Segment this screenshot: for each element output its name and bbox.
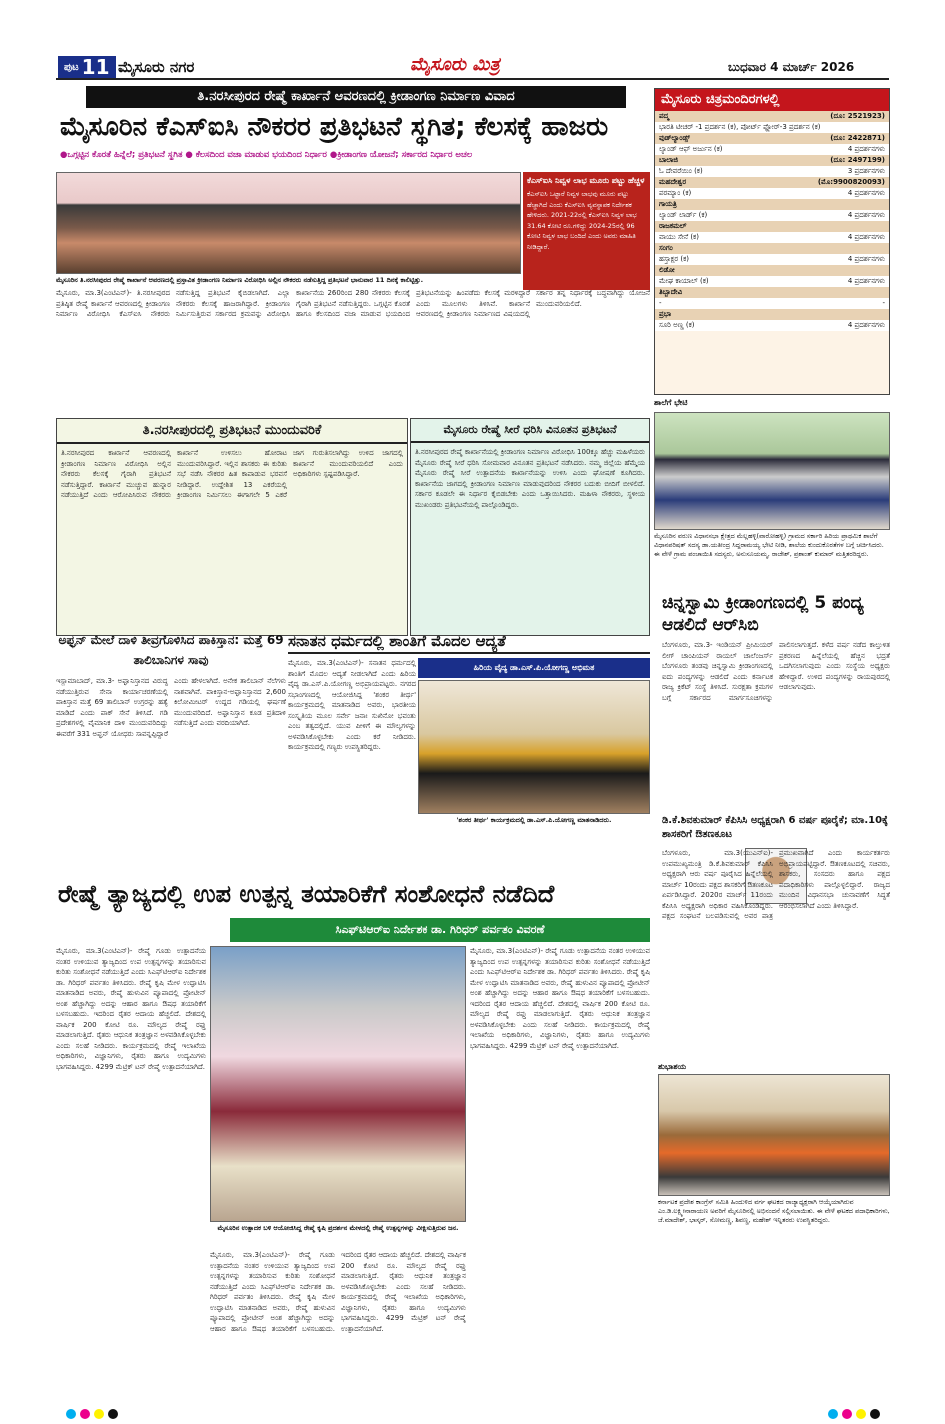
color-bleed-left — [64, 1404, 120, 1423]
cinema-show-row — [655, 122, 889, 133]
movie-title: ಮೇಘ ಕಾಯಾಲ್ (ಕ) — [659, 277, 709, 285]
cinema-name: ಗಾಯತ್ರಿ — [659, 200, 677, 208]
lead-bullets: ●ಒಗ್ಗಟ್ಟಿನ ಕೊರತೆ ಹಿನ್ನೆಲೆ; ಪ್ರತಿಭಟನೆ ಸ್ಥಗಿತ ● ಕೆಲಸದಿಂದ ವಜಾ ಮಾಡುವ ಭಯದಿಂದ ನಿರ್ಧಾರ ●ಕ್ರೀಡಾಂಗಣ ಯೋಜನೆ; ಸರ್ಕಾರದ ನಿರ್ಧಾರ ಅಚಲ — [60, 150, 473, 160]
cinema-show-row — [655, 144, 889, 155]
sub-story-2-body: ತಿ.ನರಸೀಪುರದ ರೇಷ್ಮೆ ಕಾರ್ಖಾನೆಯಲ್ಲಿ ಕ್ರೀಡಾಂಗಣ ನಿರ್ಮಾಣ ವಿರೋಧಿಸಿ 100ಕ್ಕೂ ಹೆಚ್ಚು ಮಹಿಳೆಯರು ಮೈಸೂರು ರೇಷ್ಮೆ ಸೀರೆ ಧರಿಸಿ ಸೋಮವಾರ ವಿನೂತನ ಪ್ರತಿಭಟನೆ ನಡೆಸಿದರು. ನಮ್ಮ ಜಿಲ್ಲೆಯ ಹೆಮ್ಮೆಯ ಮೈಸೂರು ರೇಷ್ಮೆ ಸೀರೆ ಉತ್ಪಾದನೆಯ ಕಾರ್ಖಾನೆಯನ್ನು ಉಳಿಸಿ ಎಂದು ಘೋಷಣೆ ಕೂಗಿದರು. ಕಾರ್ಖಾನೆಯ ಜಾಗದಲ್ಲಿ ಕ್ರೀಡಾಂಗಣ ನಿರ್ಮಾಣ ಮಾಡುವುದರಿಂದ ನೌಕರರ ಬದುಕು ಬೀದಿಗೆ ಬೀಳಲಿದೆ. ಸರ್ಕಾರ ಕೂಡಲೇ ಈ ನಿರ್ಧಾರ ಕೈಬಿಡಬೇಕು ಎಂದು ಒತ್ತಾಯಿಸಿದರು. ಮಹಿಳಾ ನೌಕರರು, ಸ್ಥಳೀಯ ಮುಖಂಡರು ಪ್ರತಿಭಟನೆಯಲ್ಲಿ ಪಾಲ್ಗೊಂಡಿದ್ದರು. — [415, 448, 645, 509]
cinema-name-row — [655, 221, 889, 232]
show-count: 4 ಪ್ರದರ್ಶನಗಳು — [847, 145, 885, 153]
cinema-name: ಬಾಲಾಜಿ — [659, 156, 678, 164]
show-count: 4 ಪ್ರದರ್ಶನಗಳು — [847, 211, 885, 219]
sub-story-2-headline: ಮೈಸೂರು ರೇಷ್ಮೆ ಸೀರೆ ಧರಿಸಿ ವಿನೂತನ ಪ್ರತಿಭಟನೆ — [411, 419, 649, 443]
cinema-name: ತಿಬ್ಬಾದೇವಿ — [659, 288, 683, 296]
silk-headline: ರೇಷ್ಮೆ ತ್ಯಾಜ್ಯದಲ್ಲಿ ಉಪ ಉತ್ಪನ್ನ ತಯಾರಿಕೆಗೆ ಸಂಶೋಧನೆ ನಡೆದಿದೆ — [58, 880, 555, 908]
rcb-body: ಬೆಂಗಳೂರು, ಮಾ.3- ಇಂಡಿಯನ್ ಪ್ರೀಮಿಯರ್ ಲೀಗ್ ಚಾಂಪಿಯನ್ ರಾಯಲ್ ಚಾಲೆಂಜರ್ಸ್ ಬೆಂಗಳೂರು ತಂಡವು ಚಿನ್ನಸ್ವಾಮಿ ಕ್ರೀಡಾಂಗಣದಲ್ಲಿ ಐದು ಪಂದ್ಯಗಳನ್ನು ಆಡಲಿದೆ ಎಂದು ಕರ್ನಾಟಕ ರಾಜ್ಯ ಕ್ರಿಕೆಟ್ ಸಂಸ್ಥೆ ತಿಳಿಸಿದೆ. ಸುರಕ್ಷತಾ ಕ್ರಮಗಳ ಬಗ್ಗೆ ಸರ್ಕಾರದ ಮಾರ್ಗಸೂಚಿಗಳನ್ನು ಪಾಲಿಸಲಾಗುತ್ತದೆ. ಕಳೆದ ವರ್ಷ ನಡೆದ ಕಾಲ್ತುಳಿತ ಪ್ರಕರಣದ ಹಿನ್ನೆಲೆಯಲ್ಲಿ ಹೆಚ್ಚಿನ ಭದ್ರತೆ ಒದಗಿಸಲಾಗುವುದು ಎಂದು ಸಂಸ್ಥೆಯ ಅಧ್ಯಕ್ಷರು ಹೇಳಿದ್ದಾರೆ. ಉಳಿದ ಪಂದ್ಯಗಳನ್ನು ರಾಯಪುರದಲ್ಲಿ ಆಡಲಾಗುವುದು. — [662, 641, 890, 702]
cinema-listings — [654, 88, 890, 395]
sanatana-photo — [418, 680, 650, 814]
show-count: 3 ಪ್ರದರ್ಶನಗಳು — [847, 167, 885, 175]
dks-body: ಬೆಂಗಳೂರು, ಮಾ.3(ಯುಎನ್‌ಐ)- ಉಪಮುಖ್ಯಮಂತ್ರಿ ಡಿ.ಕೆ.ಶಿವಕುಮಾರ್ ಕೆಪಿಸಿಸಿ ಅಧ್ಯಕ್ಷರಾಗಿ ಆರು ವರ್ಷ ಪೂರೈಸಿದ ಹಿನ್ನೆಲೆಯಲ್ಲಿ ಮಾರ್ಚ್ 10ರಂದು ಪಕ್ಷದ ಶಾಸಕರಿಗೆ ಔತಣಕೂಟ ಏರ್ಪಡಿಸಿದ್ದಾರೆ. 2020ರ ಮಾರ್ಚ್ 11ರಂದು ಕೆಪಿಸಿಸಿ ಅಧ್ಯಕ್ಷರಾಗಿ ಅಧಿಕಾರ ವಹಿಸಿಕೊಂಡಿದ್ದರು. ಪಕ್ಷದ ಸಂಘಟನೆ ಬಲಪಡಿಸುವಲ್ಲಿ ಅವರ ಪಾತ್ರ ಪ್ರಮುಖವಾಗಿದೆ ಎಂದು ಕಾರ್ಯಕರ್ತರು ಅಭಿಪ್ರಾಯಪಟ್ಟಿದ್ದಾರೆ. ಔತಣಕೂಟದಲ್ಲಿ ಸಚಿವರು, ಶಾಸಕರು, ಸಂಸದರು ಹಾಗೂ ಪಕ್ಷದ ಪದಾಧಿಕಾರಿಗಳು ಪಾಲ್ಗೊಳ್ಳಲಿದ್ದಾರೆ. ರಾಜ್ಯದ ಮುಂದಿನ ವಿಧಾನಸಭಾ ಚುನಾವಣೆಗೆ ಸಿದ್ಧತೆ ಆರಂಭಿಸಲಾಗಿದೆ ಎಂದು ತಿಳಿಸಿದ್ದಾರೆ. — [662, 849, 890, 920]
cinema-name: ಪ್ರಭಾ — [659, 310, 672, 318]
wishes-caption: ಕರ್ನಾಟಕ ಪ್ರದೇಶ ಕಾಂಗ್ರೆಸ್ ಸಮಿತಿ ಹಿಂದುಳಿದ ವರ್ಗ ಘಟಕದ ರಾಜ್ಯಾಧ್ಯಕ್ಷರಾಗಿ ಆಯ್ಕೆಯಾಗಿರುವ ಎಂ.ಡಿ.ಲಕ್ಷ್ಮೀನಾರಾಯಣ ಅವರಿಗೆ ಮೈಸೂರಿನಲ್ಲಿ ಅಭಿನಂದನೆ ಸಲ್ಲಿಸಲಾಯಿತು. ಈ ವೇಳೆ ಘಟಕದ ಪದಾಧಿಕಾರಿಗಳು, ಜೆ.ಮಾದೇಶ್, ಭಾಸ್ಕರ್, ಸೋಮಣ್ಣ, ಶಿವಣ್ಣ, ಮಹೇಶ್ ಇನ್ನಿತರರು ಉಪಸ್ಥಿತರಿದ್ದರು. — [658, 1198, 890, 1224]
profit-sidebox — [523, 172, 650, 290]
cinema-name-row — [655, 177, 889, 188]
cinema-name-row — [655, 265, 889, 276]
silk-body-col3: ಮೈಸೂರು, ಮಾ.3(ಎಂಟಿಎನ್)- ರೇಷ್ಮೆ ಗೂಡು ಉತ್ಪಾದನೆಯ ನಂತರ ಉಳಿಯುವ ತ್ಯಾಜ್ಯದಿಂದ ಉಪ ಉತ್ಪನ್ನಗಳನ್ನು ತಯಾರಿಸುವ ಕುರಿತು ಸಂಶೋಧನೆ ನಡೆಯುತ್ತಿದೆ ಎಂದು ಸಿಎಫ್‌ಟಿಆರ್‌ಐ ನಿರ್ದೇಶಕ ಡಾ. ಗಿರಿಧರ್ ಪರ್ವತಂ ತಿಳಿಸಿದರು. ರೇಷ್ಮೆ ಕೃಷಿ ಮೇಳ ಉದ್ಘಾಟಿಸಿ ಮಾತನಾಡಿದ ಅವರು, ರೇಷ್ಮೆ ಹುಳುವಿನ ಪ್ಯೂಪಾದಲ್ಲಿ ಪ್ರೋಟೀನ್ ಅಂಶ ಹೆಚ್ಚಾಗಿದ್ದು ಅದನ್ನು ಆಹಾರ ಹಾಗೂ ಔಷಧ ತಯಾರಿಕೆಗೆ ಬಳಸಬಹುದು. ಇದರಿಂದ ರೈತರ ಆದಾಯ ಹೆಚ್ಚಲಿದೆ. ದೇಶದಲ್ಲಿ ವಾರ್ಷಿಕ 200 ಕೋಟಿ ರೂ. ಮೌಲ್ಯದ ರೇಷ್ಮೆ ರಫ್ತು ಮಾಡಲಾಗುತ್ತಿದೆ. ರೈತರು ಆಧುನಿಕ ತಂತ್ರಜ್ಞಾನ ಅಳವಡಿಸಿಕೊಳ್ಳಬೇಕು ಎಂದು ಸಲಹೆ ನೀಡಿದರು. ಕಾರ್ಯಕ್ರಮದಲ್ಲಿ ರೇಷ್ಮೆ ಇಲಾಖೆಯ ಅಧಿಕಾರಿಗಳು, ವಿಜ್ಞಾನಿಗಳು, ರೈತರು ಹಾಗೂ ಉದ್ಯಮಿಗಳು ಭಾಗವಹಿಸಿದ್ದರು. 4299 ಮೆಟ್ರಿಕ್ ಟನ್ ರೇಷ್ಮೆ ಉತ್ಪಾದನೆಯಾಗಿದೆ. — [210, 1251, 466, 1333]
newspaper-logo: ಮೈಸೂರು ಮಿತ್ರ — [410, 54, 500, 75]
dks-headline: ಡಿ.ಕೆ.ಶಿವಕುಮಾರ್ ಕೆಪಿಸಿಸಿ ಅಧ್ಯಕ್ಷರಾಗಿ 6 ವರ್ಷ ಪೂರೈಕೆ; ಮಾ.10ಕ್ಕೆ ಶಾಸಕರಿಗೆ ಔತಣಕೂಟ — [662, 815, 888, 840]
page-number-badge — [58, 56, 116, 78]
cinema-name: ಮಹದೇಶ್ವರ — [659, 178, 687, 186]
school-visit-photo — [654, 412, 890, 530]
sanatana-subhead: ಹಿರಿಯ ವೈದ್ಯ ಡಾ.ಎಸ್.ಪಿ.ಯೋಗಣ್ಣ ಅಭಿಮತ — [418, 658, 650, 678]
issue-date: ಬುಧವಾರ 4 ಮಾರ್ಚ್ 2026 — [728, 60, 855, 74]
profit-sidebox-title: ಕೆಎಸ್‌ಐಸಿ ನಿವ್ವಳ ಲಾಭ ಮೂರು ಪಟ್ಟು ಹೆಚ್ಚಳ — [527, 176, 645, 185]
cinema-show-row — [655, 276, 889, 287]
afghan-body: ಇಸ್ಲಾಮಾಬಾದ್, ಮಾ.3- ಅಫ್ಘಾನಿಸ್ತಾನದ ವಿರುದ್ಧ ನಡೆಯುತ್ತಿರುವ ಸೇನಾ ಕಾರ್ಯಾಚರಣೆಯಲ್ಲಿ ಪಾಕಿಸ್ತಾನ ಮತ್ತೆ 69 ತಾಲಿಬಾನ್ ಉಗ್ರರನ್ನು ಹತ್ಯೆ ಮಾಡಿದೆ ಎಂದು ಪಾಕ್ ಸೇನೆ ತಿಳಿಸಿದೆ. ಗಡಿ ಪ್ರದೇಶಗಳಲ್ಲಿ ವೈಮಾನಿಕ ದಾಳಿ ಮುಂದುವರಿದಿದ್ದು ಈವರೆಗೆ 331 ಅಫ್ಘನ್ ಯೋಧರು ಸಾವನ್ನಪ್ಪಿದ್ದಾರೆ ಎಂದು ಹೇಳಲಾಗಿದೆ. ಅನೇಕ ತಾಲಿಬಾನ್ ನೆಲೆಗಳು ನಾಶವಾಗಿವೆ. ಪಾಕಿಸ್ತಾನ-ಅಫ್ಘಾನಿಸ್ತಾನದ 2,600 ಕಿಲೋಮೀಟರ್ ಉದ್ದದ ಗಡಿಯಲ್ಲಿ ಘರ್ಷಣೆ ಮುಂದುವರಿದಿದೆ. ಅಫ್ಘಾನಿಸ್ತಾನ ಕೂಡ ಪ್ರತಿದಾಳಿ ನಡೆಸುತ್ತಿದೆ ಎಂದು ವರದಿಯಾಗಿದೆ. — [56, 677, 286, 738]
sub-story-1-headline: ತಿ.ನರಸೀಪುರದಲ್ಲಿ ಪ್ರತಿಭಟನೆ ಮುಂದುವರಿಕೆ — [57, 419, 407, 444]
movie-title: ಭಾರತಿ ಟೀಚರ್ -1 ಪ್ರದರ್ಶನ (ಕ), ಪೋರ್ಟ್ ಫ್ಲೋರ್-3 ಪ್ರದರ್ಶನ (ಕ) — [659, 123, 821, 131]
cinema-show-row — [655, 320, 889, 331]
section-title: ಮೈಸೂರು ನಗರ — [118, 58, 195, 76]
cinema-phone: (ಮೊ:9900820093) — [817, 178, 885, 186]
cinema-phone: (ದೂ: 2422871) — [830, 134, 885, 142]
cinema-show-row — [655, 232, 889, 243]
sub-story-2 — [410, 418, 650, 636]
silk-fair-caption: ಮೈಸೂರಿನ ಉತ್ಪಾದಕ ಬಳಿ ಆಯೋಜಿಸಿದ್ದ ರೇಷ್ಮೆ ಕೃಷಿ ಪ್ರದರ್ಶನ ಮೇಳದಲ್ಲಿ ರೇಷ್ಮೆ ಉತ್ಪನ್ನಗಳನ್ನು ವೀಕ್ಷಿಸುತ್ತಿರುವ ಜನ. — [217, 1224, 459, 1232]
cinema-name: ಪದ್ಮ — [659, 112, 669, 120]
page-label: ಪುಟ — [64, 61, 79, 73]
protest-photo-caption: ಮೈಸೂರಿನ ತಿ.ನರಸೀಪುರದ ರೇಷ್ಮೆ ಕಾರ್ಖಾನೆ ಆವರಣದಲ್ಲಿ ಪ್ರಸ್ತಾವಿತ ಕ್ರೀಡಾಂಗಣ ನಿರ್ಮಾಣ ವಿರೋಧಿಸಿ ಅಲ್ಲಿನ ನೌಕರರು ನಡೆಸುತ್ತಿದ್ದ ಪ್ರತಿಭಟನೆ ಭಾನುವಾರ 11 ದಿನಕ್ಕೆ ಕಾಲಿಟ್ಟಿತ್ತು. — [56, 276, 424, 284]
cinema-show-row — [655, 254, 889, 265]
cinema-show-row — [655, 210, 889, 221]
show-count: 4 ಪ್ರದರ್ಶನಗಳು — [847, 321, 885, 329]
sub-story-1 — [56, 418, 408, 636]
sanatana-body: ಮೈಸೂರು, ಮಾ.3(ಎಂಟಿಎನ್)- ಸನಾತನ ಧರ್ಮದಲ್ಲಿ ಶಾಂತಿಗೆ ಮೊದಲ ಆದ್ಯತೆ ನೀಡಲಾಗಿದೆ ಎಂದು ಹಿರಿಯ ವೈದ್ಯ ಡಾ.ಎಸ್.ಪಿ.ಯೋಗಣ್ಣ ಅಭಿಪ್ರಾಯಪಟ್ಟರು. ನಗರದ ಸಭಾಂಗಣದಲ್ಲಿ ಆಯೋಜಿಸಿದ್ದ 'ಶಂಕರ ತೀರ್ಥ' ಕಾರ್ಯಕ್ರಮದಲ್ಲಿ ಮಾತನಾಡಿದ ಅವರು, ಭಾರತೀಯ ಸಂಸ್ಕೃತಿಯ ಮೂಲ ಸರ್ವೇ ಜನಾಃ ಸುಖಿನೋ ಭವಂತು ಎಂಬ ತತ್ವದಲ್ಲಿದೆ. ಯುವ ಪೀಳಿಗೆ ಈ ಮೌಲ್ಯಗಳನ್ನು ಅಳವಡಿಸಿಕೊಳ್ಳಬೇಕು ಎಂದು ಕರೆ ನೀಡಿದರು. ಕಾರ್ಯಕ್ರಮದಲ್ಲಿ ಗಣ್ಯರು ಉಪಸ್ಥಿತರಿದ್ದರು. — [288, 659, 416, 751]
profit-sidebox-text: ಕೆಎಸ್‌ಐಸಿ ಒಟ್ಟಾರೆ ನಿವ್ವಳ ಲಾಭವು ಮೂರು ಪಟ್ಟು ಹೆಚ್ಚಾಗಿದೆ ಎಂದು ಕೆಎಸ್‌ಐಸಿ ವ್ಯವಸ್ಥಾಪಕ ನಿರ್ದೇಶಕ ಹೇಳಿದರು. 2021-22ರಲ್ಲಿ ಕೆಎಸ್‌ಐಸಿ ನಿವ್ವಳ ಲಾಭ 31.64 ಕೋಟಿ ರೂ.ಗಳಿದ್ದು 2024-25ರಲ್ಲಿ 96 ಕೋಟಿ ನಿವ್ವಳ ಲಾಭ ಬಂದಿದೆ ಎಂದು ಅವರು ಮಾಹಿತಿ ನೀಡಿದ್ದಾರೆ. — [527, 190, 637, 251]
movie-title: ಸೂರಿ ಅಣ್ಣ (ಕ) — [659, 321, 695, 329]
sanatana-photo-caption: 'ಶಂಕರ ತೀರ್ಥ' ಕಾರ್ಯಕ್ರಮದಲ್ಲಿ ಡಾ.ಎಸ್.ಪಿ.ಯೋಗಣ್ಣ ಮಾತನಾಡಿದರು. — [456, 816, 612, 824]
cinema-rows — [655, 111, 889, 331]
cinema-name: ಲಿಡೋ — [659, 266, 675, 274]
show-count: 4 ಪ್ರದರ್ಶನಗಳು — [847, 233, 885, 241]
cinema-name: ರಾಜಕಮಲ್ — [659, 222, 687, 230]
cinema-phone: (ದೂ: 2521923) — [830, 112, 885, 120]
sanatana-body-continued — [288, 840, 650, 872]
sanatana-headline: ಸನಾತನ ಧರ್ಮದಲ್ಲಿ ಶಾಂತಿಗೆ ಮೊದಲ ಆದ್ಯತೆ — [288, 632, 650, 654]
show-count: - — [882, 299, 885, 307]
cinema-phone: (ದೂ: 2497199) — [830, 156, 885, 164]
silk-body: ಮೈಸೂರು, ಮಾ.3(ಎಂಟಿಎನ್)- ರೇಷ್ಮೆ ಗೂಡು ಉತ್ಪಾದನೆಯ ನಂತರ ಉಳಿಯುವ ತ್ಯಾಜ್ಯದಿಂದ ಉಪ ಉತ್ಪನ್ನಗಳನ್ನು ತಯಾರಿಸುವ ಕುರಿತು ಸಂಶೋಧನೆ ನಡೆಯುತ್ತಿದೆ ಎಂದು ಸಿಎಫ್‌ಟಿಆರ್‌ಐ ನಿರ್ದೇಶಕ ಡಾ. ಗಿರಿಧರ್ ಪರ್ವತಂ ತಿಳಿಸಿದರು. ರೇಷ್ಮೆ ಕೃಷಿ ಮೇಳ ಉದ್ಘಾಟಿಸಿ ಮಾತನಾಡಿದ ಅವರು, ರೇಷ್ಮೆ ಹುಳುವಿನ ಪ್ಯೂಪಾದಲ್ಲಿ ಪ್ರೋಟೀನ್ ಅಂಶ ಹೆಚ್ಚಾಗಿದ್ದು ಅದನ್ನು ಆಹಾರ ಹಾಗೂ ಔಷಧ ತಯಾರಿಕೆಗೆ ಬಳಸಬಹುದು. ಇದರಿಂದ ರೈತರ ಆದಾಯ ಹೆಚ್ಚಲಿದೆ. ದೇಶದಲ್ಲಿ ವಾರ್ಷಿಕ 200 ಕೋಟಿ ರೂ. ಮೌಲ್ಯದ ರೇಷ್ಮೆ ರಫ್ತು ಮಾಡಲಾಗುತ್ತಿದೆ. ರೈತರು ಆಧುನಿಕ ತಂತ್ರಜ್ಞಾನ ಅಳವಡಿಸಿಕೊಳ್ಳಬೇಕು ಎಂದು ಸಲಹೆ ನೀಡಿದರು. ಕಾರ್ಯಕ್ರಮದಲ್ಲಿ ರೇಷ್ಮೆ ಇಲಾಖೆಯ ಅಧಿಕಾರಿಗಳು, ವಿಜ್ಞಾನಿಗಳು, ರೈತರು ಹಾಗೂ ಉದ್ಯಮಿಗಳು ಭಾಗವಹಿಸಿದ್ದರು. 4299 ಮೆಟ್ರಿಕ್ ಟನ್ ರೇಷ್ಮೆ ಉತ್ಪಾದನೆಯಾಗಿದೆ. — [56, 947, 206, 1071]
cinema-name-row — [655, 199, 889, 210]
wishes-label: ಶುಭಾಶಯ — [658, 1062, 687, 1071]
show-count: 4 ಪ್ರದರ್ಶನಗಳು — [847, 189, 885, 197]
silk-fair-photo — [210, 946, 466, 1222]
cinema-name-row — [655, 133, 889, 144]
movie-title: ವಾಯು ಸೇನೆ (ಕ) — [659, 233, 699, 241]
cinema-show-row — [655, 166, 889, 177]
sub-story-1-body: ತಿ.ನರಸೀಪುರದ ಕಾರ್ಖಾನೆ ಆವರಣದಲ್ಲಿ ಕ್ರೀಡಾಂಗಣ ನಿರ್ಮಾಣ ವಿರೋಧಿಸಿ ಅಲ್ಲಿನ ನೌಕರರು ಕೆಲಸಕ್ಕೆ ಗೈರಾಗಿ ಪ್ರತಿಭಟನೆ ನಡೆಸುತ್ತಿದ್ದಾರೆ. ಕಾರ್ಖಾನೆ ಮುಚ್ಚುವ ಹುನ್ನಾರ ನಡೆಯುತ್ತಿದೆ ಎಂದು ಆರೋಪಿಸಿರುವ ನೌಕರರು ಕಾರ್ಖಾನೆ ಉಳಿಸಲು ಹೋರಾಟ ಮುಂದುವರಿಸಿದ್ದಾರೆ. ಇಲ್ಲಿನ ಶಾಸಕರು ಈ ಕುರಿತು ಸಭೆ ನಡೆಸಿ ನೌಕರರ ಹಿತ ಕಾಪಾಡುವ ಭರವಸೆ ನೀಡಿದ್ದಾರೆ. ಉದ್ದೇಶಿತ 13 ಎಕರೆಯಲ್ಲಿ ಕ್ರೀಡಾಂಗಣ ನಿರ್ಮಿಸಲು ಈಗಾಗಲೇ 5 ಎಕರೆ ಜಾಗ ಗುರುತಿಸಲಾಗಿದ್ದು ಉಳಿದ ಜಾಗದಲ್ಲಿ ಕಾರ್ಖಾನೆ ಮುಂದುವರಿಯಲಿದೆ ಎಂದು ಅಧಿಕಾರಿಗಳು ಸ್ಪಷ್ಟಪಡಿಸಿದ್ದಾರೆ. — [61, 449, 403, 499]
lead-headline: ಮೈಸೂರಿನ ಕೆಎಸ್‌ಐಸಿ ನೌಕರರ ಪ್ರತಿಭಟನೆ ಸ್ಥಗಿತ; ಕೆಲಸಕ್ಕೆ ಹಾಜರು — [60, 112, 609, 142]
cinema-name-row — [655, 111, 889, 122]
lead-kicker: ತಿ.ನರಸೀಪುರದ ರೇಷ್ಮೆ ಕಾರ್ಖಾನೆ ಆವರಣದಲ್ಲಿ ಕ್ರೀಡಾಂಗಣ ನಿರ್ಮಾಣ ವಿವಾದ — [86, 86, 626, 108]
cinema-listings-title: ಮೈಸೂರು ಚಿತ್ರಮಂದಿರಗಳಲ್ಲಿ — [655, 89, 889, 111]
afghan-headline: ಅಫ್ಘನ್ ಮೇಲೆ ದಾಳಿ ತೀವ್ರಗೊಳಿಸಿದ ಪಾಕಿಸ್ತಾನ: ಮತ್ತೆ 69 ತಾಲಿಬಾನಿಗಳ ಸಾವು — [58, 633, 284, 667]
movie-title: ಹಸ್ತಾಕ್ಷರ (ಕ) — [659, 255, 689, 263]
wishes-photo — [658, 1074, 890, 1196]
lead-body: ಮೈಸೂರು, ಮಾ.3(ಎಂಟಿಎನ್)- ತಿ.ನರಸೀಪುರದ ಪ್ರತಿಷ್ಠಿತ ರೇಷ್ಮೆ ಕಾರ್ಖಾನೆ ಆವರಣದಲ್ಲಿ ಕ್ರೀಡಾಂಗಣ ನಿರ್ಮಾಣ ವಿರೋಧಿಸಿ ಕೆಎಸ್‌ಐಸಿ ನೌಕರರು ನಡೆಸುತ್ತಿದ್ದ ಪ್ರತಿಭಟನೆ ಕೈಬಿಡಲಾಗಿದೆ. ಎಲ್ಲಾ ನೌಕರರು ಕೆಲಸಕ್ಕೆ ಹಾಜರಾಗಿದ್ದಾರೆ. ಕ್ರೀಡಾಂಗಣ ನಿರ್ಮಿಸುತ್ತಿರುವ ಸರ್ಕಾರದ ಕ್ರಮವನ್ನು ವಿರೋಧಿಸಿ ಕಾರ್ಖಾನೆಯ 260ರಿಂದ 280 ನೌಕರರು ಕೆಲಸಕ್ಕೆ ಗೈರಾಗಿ ಪ್ರತಿಭಟನೆ ನಡೆಸುತ್ತಿದ್ದರು. ಒಗ್ಗಟ್ಟಿನ ಕೊರತೆ ಹಾಗೂ ಕೆಲಸದಿಂದ ವಜಾ ಮಾಡುವ ಭಯದಿಂದ ಪ್ರತಿಭಟನೆಯನ್ನು ಹಿಂಪಡೆದು ಕೆಲಸಕ್ಕೆ ಮರಳಿದ್ದಾರೆ ಎಂದು ಮೂಲಗಳು ತಿಳಿಸಿವೆ. ಕಾರ್ಖಾನೆ ಆವರಣದಲ್ಲಿ ಕ್ರೀಡಾಂಗಣ ನಿರ್ಮಾಣದ ವಿಷಯದಲ್ಲಿ ಸರ್ಕಾರ ತನ್ನ ನಿರ್ಧಾರಕ್ಕೆ ಬದ್ಧವಾಗಿದ್ದು ಯೋಜನೆ ಮುಂದುವರಿಯಲಿದೆ. — [56, 289, 650, 318]
cinema-name-row — [655, 287, 889, 298]
cinema-name: ಸಂಗಂ — [659, 244, 673, 252]
school-visit-label: ಶಾಲೆಗೆ ಭೇಟಿ — [654, 398, 688, 407]
movie-title: ಓ ದೇವರೆಯಿಂ (ಕ) — [659, 167, 703, 175]
cinema-name: ವುಡ್‌ಲ್ಯಾಂಡ್ಸ್ — [659, 134, 690, 142]
cinema-show-row — [655, 298, 889, 309]
movie-title: ಪರಮ್ಯಾಂ (ಕ) — [659, 189, 692, 197]
cinema-show-row — [655, 188, 889, 199]
color-bleed-right — [826, 1404, 882, 1423]
cinema-name-row — [655, 243, 889, 254]
protest-photo — [56, 172, 521, 274]
cinema-name-row — [655, 155, 889, 166]
silk-subhead: ಸಿಎಫ್‌ಟಿಆರ್‌ಐ ನಿರ್ದೇಶಕ ಡಾ. ಗಿರಿಧರ್ ಪರ್ವತಂ ವಿವರಣೆ — [230, 918, 650, 942]
school-visit-caption: ಮೈಸೂರಿನ ವರುಣ ವಿಧಾನಸಭಾ ಕ್ಷೇತ್ರದ ಮೆಲ್ಲಹಳ್ಳಿ(ವಾರೋಹಳ್ಳಿ) ಗ್ರಾಮದ ಸರ್ಕಾರಿ ಹಿರಿಯ ಪ್ರಾಥಮಿಕ ಶಾಲೆಗೆ ವಿಧಾನಪರಿಷತ್ ಸದಸ್ಯ ಡಾ.ಯತೀಂದ್ರ ಸಿದ್ದರಾಮಯ್ಯ ಭೇಟಿ ನೀಡಿ, ಶಾಲೆಯ ಕುಂದುಕೊರತೆಗಳ ಬಗ್ಗೆ ಚರ್ಚಿಸಿದರು. ಈ ವೇಳೆ ಗ್ರಾಮ ಪಂಚಾಯಿತಿ ಸದಸ್ಯರು, ಅನುಸೂಯಮ್ಮ, ರಾಜೇಶ್, ಪ್ರಶಾಂತ್ ಕುಮಾರ್ ಮತ್ತಿತರರಿದ್ದರು. — [654, 532, 884, 558]
show-count: 4 ಪ್ರದರ್ಶನಗಳು — [847, 255, 885, 263]
movie-title: ಲ್ಯಾಂಡ್ ಆಫ್ ಅರ್ಜುನ (ಕ) — [659, 145, 723, 153]
rcb-headline: ಚಿನ್ನಸ್ವಾಮಿ ಕ್ರೀಡಾಂಗಣದಲ್ಲಿ 5 ಪಂದ್ಯ ಆಡಲಿದೆ ಆರ್‌ಸಿಬಿ — [662, 593, 864, 635]
movie-title: ಲ್ಯಾಂಡ್ ಲಾರ್ಡ್ (ಕ) — [659, 211, 708, 219]
show-count: 4 ಪ್ರದರ್ಶನಗಳು — [847, 277, 885, 285]
cinema-name-row — [655, 309, 889, 320]
movie-title: - — [659, 299, 662, 307]
silk-body-col2: ಮೈಸೂರು, ಮಾ.3(ಎಂಟಿಎನ್)- ರೇಷ್ಮೆ ಗೂಡು ಉತ್ಪಾದನೆಯ ನಂತರ ಉಳಿಯುವ ತ್ಯಾಜ್ಯದಿಂದ ಉಪ ಉತ್ಪನ್ನಗಳನ್ನು ತಯಾರಿಸುವ ಕುರಿತು ಸಂಶೋಧನೆ ನಡೆಯುತ್ತಿದೆ ಎಂದು ಸಿಎಫ್‌ಟಿಆರ್‌ಐ ನಿರ್ದೇಶಕ ಡಾ. ಗಿರಿಧರ್ ಪರ್ವತಂ ತಿಳಿಸಿದರು. ರೇಷ್ಮೆ ಕೃಷಿ ಮೇಳ ಉದ್ಘಾಟಿಸಿ ಮಾತನಾಡಿದ ಅವರು, ರೇಷ್ಮೆ ಹುಳುವಿನ ಪ್ಯೂಪಾದಲ್ಲಿ ಪ್ರೋಟೀನ್ ಅಂಶ ಹೆಚ್ಚಾಗಿದ್ದು ಅದನ್ನು ಆಹಾರ ಹಾಗೂ ಔಷಧ ತಯಾರಿಕೆಗೆ ಬಳಸಬಹುದು. ಇದರಿಂದ ರೈತರ ಆದಾಯ ಹೆಚ್ಚಲಿದೆ. ದೇಶದಲ್ಲಿ ವಾರ್ಷಿಕ 200 ಕೋಟಿ ರೂ. ಮೌಲ್ಯದ ರೇಷ್ಮೆ ರಫ್ತು ಮಾಡಲಾಗುತ್ತಿದೆ. ರೈತರು ಆಧುನಿಕ ತಂತ್ರಜ್ಞಾನ ಅಳವಡಿಸಿಕೊಳ್ಳಬೇಕು ಎಂದು ಸಲಹೆ ನೀಡಿದರು. ಕಾರ್ಯಕ್ರಮದಲ್ಲಿ ರೇಷ್ಮೆ ಇಲಾಖೆಯ ಅಧಿಕಾರಿಗಳು, ವಿಜ್ಞಾನಿಗಳು, ರೈತರು ಹಾಗೂ ಉದ್ಯಮಿಗಳು ಭಾಗವಹಿಸಿದ್ದರು. 4299 ಮೆಟ್ರಿಕ್ ಟನ್ ರೇಷ್ಮೆ ಉತ್ಪಾದನೆಯಾಗಿದೆ. — [470, 947, 650, 1050]
page-number: 11 — [81, 55, 110, 79]
